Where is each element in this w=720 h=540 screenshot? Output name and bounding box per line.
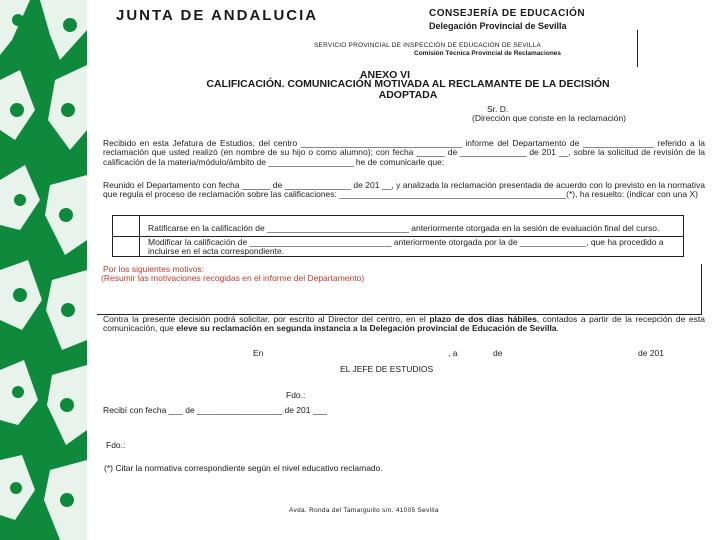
comision-line: Comisión Técnica Provincial de Reclamaciones [414, 50, 562, 57]
appeal-text-start: Contra la presente decisión podrá solicitar, por escrito al Director del centro, en el [103, 314, 430, 324]
place-comma-a: , a [448, 348, 458, 358]
consejeria-title: CONSEJERÍA DE EDUCACIÓN [429, 8, 586, 19]
servicio-line: SERVICIO PROVINCIAL DE INSPECCIÓN DE EDUCACIÓN DE SEVILLA [314, 42, 542, 49]
appeal-text-mid: , contados a partir de la recepción de esta comunicación, que [103, 314, 705, 334]
appeal-second-instance: eleve su reclamación en segunda instancia a la Delegación provincial de Educación de Sevilla [176, 323, 557, 334]
paragraph-appeal [103, 315, 705, 334]
option-modify: Modificar la calificación de ______________________________ anteriormente otorgada por la de ______________, que ha procedido a incluirse en el acta correspondiente. [148, 237, 664, 257]
document-title-line1: CALIFICACIÓN. COMUNICACIÓN MOTIVADA AL RECLAMANTE DE LA DECISIÓN [206, 78, 610, 90]
anexo-title: ANEXO VI [359, 69, 411, 81]
signature-fdo-jefe: Fdo.: [286, 390, 306, 400]
footer-address: Avda. Ronda del Tamarguillo s/n. 41005 Sevilla [289, 507, 439, 514]
decorative-sidebar [0, 0, 87, 540]
delegacion-subtitle: Delegación Provincial de Sevilla [429, 21, 567, 31]
date-de-1: de [493, 348, 503, 358]
paragraph-receipt: Recibido en esta Jefatura de Estudios, del centro __________________________________ informe del Departamento de _______________ referido a la reclamación que usted realizó (en nombre de su hijo o como alumno); con fecha ______ de ______________ de 201 __, sobre la solicitud de revisión de la calificación de la materia/módulo/ámbito de __________________ he de comunicarle que: [103, 138, 705, 167]
motivos-hint: (Resumir las motivaciones recogidas en el informe del Departamento) [101, 273, 365, 283]
place-en: En [253, 348, 264, 358]
footnote: (*) Citar la normativa correspondiente según el nivel educativo reclamado. [104, 463, 383, 473]
junta-title: JUNTA DE ANDALUCIA [116, 7, 319, 24]
date-de-2: de 201 [638, 348, 664, 358]
motivos-label: Por los siguientes motivos: [103, 264, 205, 274]
option-ratify: Ratificarse en la calificación de ______________________________ anteriormente otorgada en la sesión de evaluación final del curso. [148, 223, 660, 233]
appeal-text-end: . [556, 323, 559, 334]
document-title-line2: ADOPTADA [378, 89, 438, 101]
jefe-estudios-label: EL JEFE DE ESTUDIOS [340, 364, 434, 374]
receipt-line: Recibí con fecha ___ de __________________ de 201 ___ [103, 405, 328, 415]
andalucia-pattern-graphic [0, 0, 87, 540]
appeal-deadline: plazo de dos días hábiles [429, 314, 537, 324]
recipient-salutation: Sr. D. [487, 104, 509, 114]
options-checkbox-column [139, 216, 140, 256]
header-divider [637, 30, 638, 67]
recipient-address-hint: (Dirección que conste en la reclamación) [472, 113, 627, 123]
document-title [148, 79, 668, 101]
paragraph-department-meeting: Reunido el Departamento con fecha ______ de ______________ de 201 __, y analizada la reclamación presentada de acuerdo con lo previsto en la normativa que regula el proceso de reclamación sobre las calificaciones: ________________________________________________(*), ha resuelto: (indicar con una X) [103, 180, 705, 200]
signature-fdo-recipient: Fdo.: [106, 440, 126, 450]
